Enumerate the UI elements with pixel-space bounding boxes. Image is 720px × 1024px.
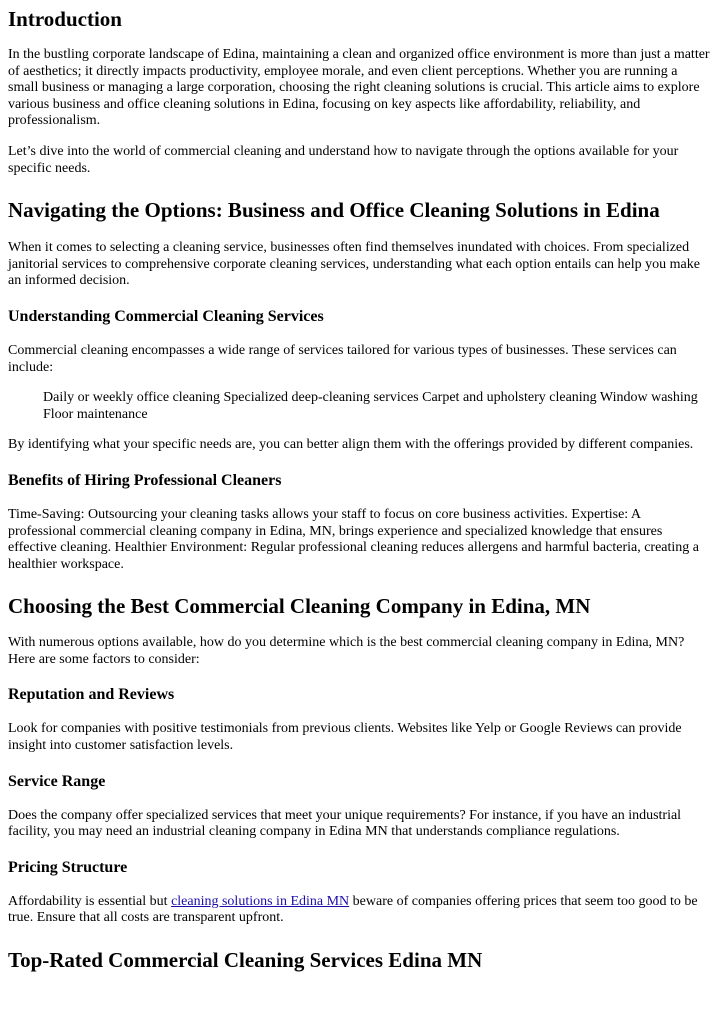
heading-reputation: Reputation and Reviews — [8, 686, 175, 704]
pricing-text-after: beware of companies offering prices that seem too good to be true. Ensure that all costs are transparent upfront. — [8, 893, 698, 926]
paragraph-benefits: Time-Saving: Outsourcing your cleaning tasks allows your staff to focus on core business activities. Expertise: A professional commercial cleaning company in Edina, MN, brings experience and specialized knowledge that ensures effective cleaning. Healthier Environment: Regular professional cleaning reduces allergens and harmful bacteria, creating a healthier workspace. — [8, 506, 700, 572]
heading-top-rated: Top-Rated Commercial Cleaning Services Edina MN — [8, 948, 483, 973]
heading-service-range: Service Range — [8, 772, 106, 790]
paragraph-understanding-1: Commercial cleaning encompasses a wide range of services tailored for various types of businesses. These services can include: — [8, 342, 677, 375]
paragraph-choosing: With numerous options available, how do you determine which is the best commercial cleaning company in Edina, MN? Here are some factors to consider: — [8, 635, 685, 667]
heading-benefits: Benefits of Hiring Professional Cleaners — [8, 471, 282, 489]
heading-choosing-best: Choosing the Best Commercial Cleaning Company in Edina, MN — [8, 594, 591, 619]
services-list: Daily or weekly office cleaning Specialized deep-cleaning services Carpet and upholstery cleaning Window washing Floor maintenance — [43, 390, 698, 422]
pricing-text-before: Affordability is essential but — [8, 893, 172, 909]
article — [0, 7, 720, 972]
paragraph-service-range: Does the company offer specialized services that meet your unique requirements? For instance, if you have an industrial facility, you may need an industrial cleaning company in Edina MN that understands compliance regulations. — [8, 807, 682, 840]
heading-navigating-options: Navigating the Options: Business and Office Cleaning Solutions in Edina — [8, 198, 660, 223]
cleaning-solutions-link[interactable]: cleaning solutions in Edina MN — [171, 893, 350, 909]
heading-pricing: Pricing Structure — [8, 858, 128, 876]
heading-introduction: Introduction — [8, 7, 122, 31]
paragraph-navigating: When it comes to selecting a cleaning service, businesses often find themselves inundated with choices. From specialized janitorial services to comprehensive corporate cleaning services, understanding what each option entails can help you make an informed decision. — [8, 240, 700, 289]
paragraph-understanding-2: By identifying what your specific needs are, you can better align them with the offerings provided by different companies. — [8, 437, 694, 453]
paragraph-reputation: Look for companies with positive testimonials from previous clients. Websites like Yelp or Google Reviews can provide insight into customer satisfaction levels. — [8, 721, 682, 754]
paragraph-intro-2: Let’s dive into the world of commercial cleaning and understand how to navigate through the options available for your specific needs. — [8, 143, 679, 176]
paragraph-intro-1: In the bustling corporate landscape of Edina, maintaining a clean and organized office environment is more than just a matter of aesthetics; it directly impacts productivity, employee morale, and even client perceptions. Whether you are running a small business or managing a large corporation, choosing the right cleaning solutions is crucial. This article aims to explore various business and office cleaning solutions in Edina, focusing on key aspects like affordability, reliability, and professionalism. — [8, 47, 710, 129]
heading-understanding-services: Understanding Commercial Cleaning Services — [8, 307, 324, 325]
paragraph-pricing — [8, 894, 710, 927]
